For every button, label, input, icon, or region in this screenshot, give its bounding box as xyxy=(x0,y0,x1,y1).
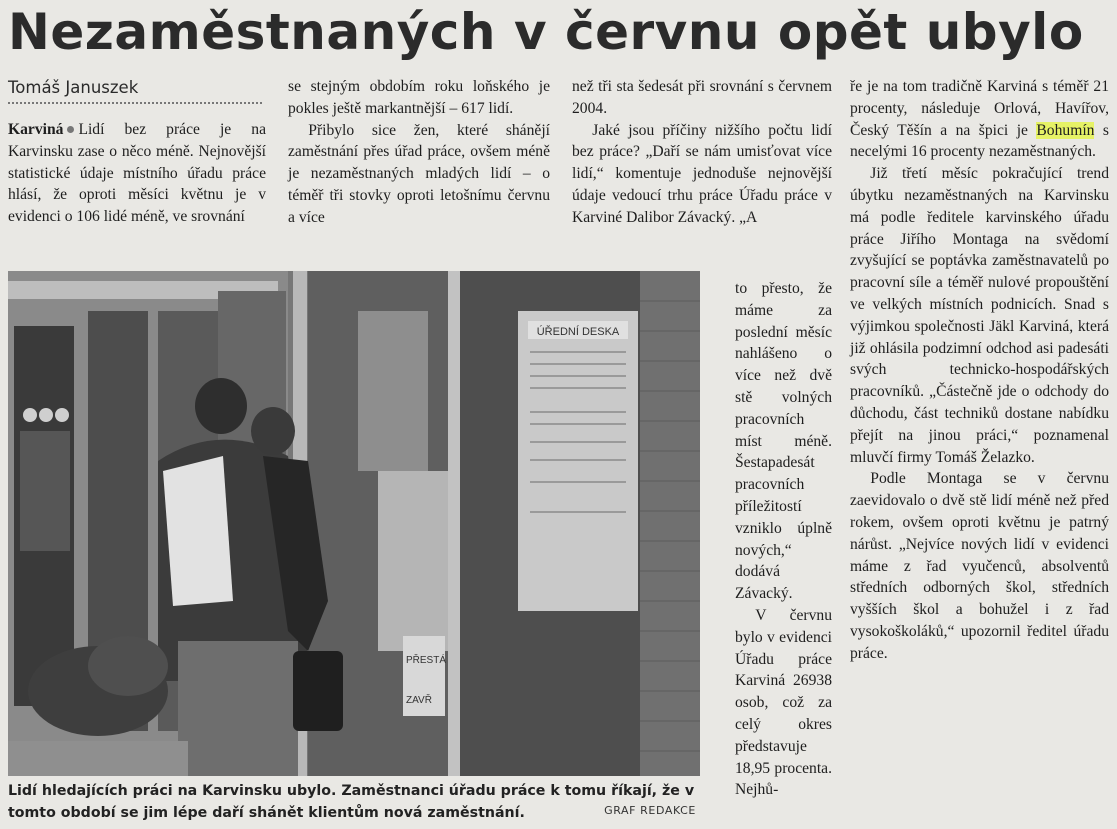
highlighted-word: Bohumín xyxy=(1036,121,1095,139)
bullet-dot-icon xyxy=(67,126,74,133)
article-headline: Nezaměstnaných v červnu opět ubylo xyxy=(8,3,1084,61)
paragraph: se stejným obdobím roku loňského je pokles ještě markantnější – 617 lidí. xyxy=(288,78,550,117)
paragraph: Jaké jsou příčiny nižšího počtu lidí bez práce? „Daří se nám umisťovat více lidí,“ komentuje jednoduše nejnovější údaje vedoucí trhu práce Úřadu práce v Karviné Dalibor Závacký. „A xyxy=(572,121,832,226)
text-column-3 xyxy=(572,76,832,229)
author-byline: Tomáš Januszek xyxy=(8,78,139,97)
caption-text: Lidí hledajících práci na Karvinsku ubylo. Zaměstnanci úřadu práce k tomu říkají, že v tomto období se jim lépe daří shánět klientům nová zaměstnání. xyxy=(8,783,695,821)
text-column-3-narrow xyxy=(735,278,832,801)
dateline-location: Karviná xyxy=(8,121,64,138)
door-sign-1: PŘESTÁ xyxy=(406,655,447,666)
paragraph: Podle Montaga se v červnu zaevidovalo o dvě stě lidí méně než před rokem, ovšem oproti květnu je patrný nárůst. „Nejvíce nových lidí v evidenci máme z řad vyučenců, absolventů středních odborných škol, středních vyšších škol a bohužel i z řad vysokoškoláků,“ upozornil ředitel úřadu práce. xyxy=(850,470,1109,662)
lead-paragraph xyxy=(8,119,266,228)
byline-divider xyxy=(8,102,262,104)
photo-caption xyxy=(8,780,700,826)
paragraph-text: s necelými 16 procenty nezaměstnaných. xyxy=(850,121,1109,161)
paragraph-text: ře je na tom tradičně Karviná s téměř 21 procenty, následuje Orlová, Havířov, Český Těšín a na špici je xyxy=(850,78,1109,139)
paragraph xyxy=(850,76,1109,163)
photo-credit: GRAF REDAKCE xyxy=(604,804,696,817)
paragraph: to přesto, že máme za poslední měsíc nahlášeno o více než dvě stě volných pracovních míst méně. Šestapadesát pracovních příležitostí vzniklo úplně nových,“ dodává Závacký. xyxy=(735,280,832,603)
text-column-1 xyxy=(8,119,266,228)
paragraph: Již třetí měsíc pokračující trend úbytku nezaměstnaných na Karvinsku má podle ředitele karvinského úřadu práce Jiřího Montaga na svědomí zvyšující se poptávka zaměstnavatelů po pracovní síle a téměř nulové propouštění ve velkých místních podnicích. Snad s výjimkou společnosti Jäkl Karviná, která již ohlásila podzimní odchod asi padesáti svých technicko-hospodářských pracovníků. „Částečně jde o odchody do důchodu, část techniků dostane nabídku přejít na jinou práci,“ poznamenal mluvčí firmy Tomáš Želazko. xyxy=(850,165,1109,466)
paragraph: Přibylo sice žen, které shánějí zaměstnání přes úřad práce, ovšem méně je nezaměstnaných mladých lidí – o téměř tři stovky oproti letošnímu červnu a více xyxy=(288,121,550,226)
paragraph: V červnu bylo v evidenci Úřadu práce Karviná 26938 osob, což za celý okres představuje 18,95 procenta. Nejhů- xyxy=(735,606,832,799)
news-photo xyxy=(8,271,700,776)
text-column-4 xyxy=(850,76,1109,665)
photo-illustration xyxy=(8,271,700,776)
notice-board-sign: ÚŘEDNÍ DESKA xyxy=(536,326,620,338)
paragraph: než tři sta šedesát při srovnání s červnem 2004. xyxy=(572,78,832,117)
door-sign-2: ZAVŘ xyxy=(406,695,432,706)
lead-text: Lidí bez práce je na Karvinsku zase o něco méně. Nejnovější statistické údaje místního úřadu práce hlásí, že oproti měsíci květnu je v evidenci o 106 lidé méně, ve srovnání xyxy=(8,121,266,226)
text-column-2 xyxy=(288,76,550,229)
